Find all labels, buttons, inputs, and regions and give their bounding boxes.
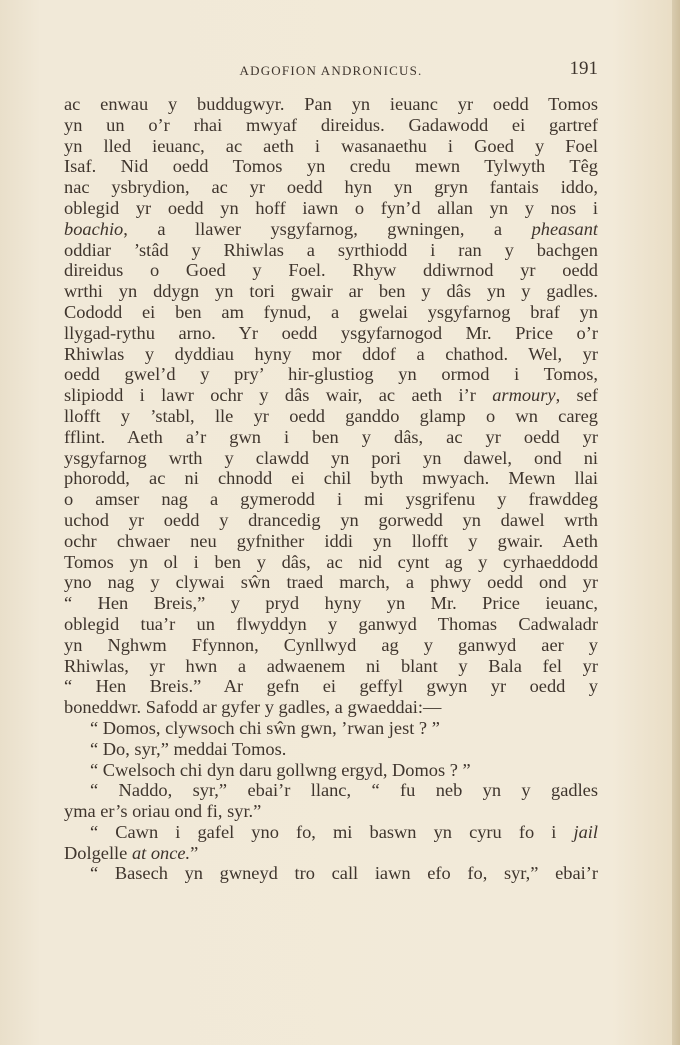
text-run: “ Hen Breis.” Ar gefn ei geffyl gwyn yr oedd y	[64, 676, 598, 697]
text-run: fflint. Aeth a’r gwn i ben y dâs, ac yr oedd yr	[64, 426, 598, 447]
text-line	[64, 489, 598, 510]
text-run: phorodd, ac ni chnodd ei chil byth mwyach. Mewn llai	[64, 468, 598, 489]
running-title: ADGOFION ANDRONICUS.	[239, 63, 423, 78]
text-run: direidus o Goed y Foel. Rhyw ddiwrnod yr oedd	[64, 260, 598, 281]
text-line	[64, 198, 598, 219]
text-run: “ Hen Breis,” y pryd hyny yn Mr. Price ieuanc,	[64, 593, 598, 614]
text-line	[64, 468, 598, 489]
text-run: ochr chwaer neu gyfnither iddi yn llofft y gwair. Aeth	[64, 530, 598, 551]
text-run: yno nag y clywai sŵn traed march, a phwy oedd ond yr	[64, 572, 598, 593]
running-head	[64, 58, 598, 82]
text-run: yn Nghwm Ffynnon, Cynllwyd ag y ganwyd aer y	[64, 634, 598, 655]
text-line	[64, 240, 598, 261]
text-run: oblegid yr oedd yn hoff iawn o fyn’d allan yn y nos i	[64, 197, 598, 218]
text-line	[64, 822, 598, 843]
text-line	[64, 697, 598, 718]
text-run: oddiar ’stâd y Rhiwlas a syrthiodd i ran y bachgen	[64, 239, 598, 260]
text-run: , a llawer ysgyfarnog, gwningen, a	[123, 218, 532, 239]
text-line	[64, 344, 598, 365]
text-line	[64, 385, 598, 406]
text-line	[64, 156, 598, 177]
text-line	[64, 136, 598, 157]
text-run: Rhiwlas y dyddiau hyny mor ddof a chathod. Wel, yr	[64, 343, 598, 364]
text-line	[64, 760, 598, 781]
text-run: o amser nag a gymerodd i mi ysgrifenu y frawddeg	[64, 489, 598, 510]
text-line	[64, 94, 598, 115]
text-run: “ Cawn i gafel yno fo, mi baswn yn cyru fo i	[90, 821, 574, 842]
body-text	[64, 94, 598, 884]
text-run: yma er’s oriau ond fi, syr.”	[64, 801, 262, 822]
text-line	[64, 614, 598, 635]
text-run: llygad-rythu arno. Yr oedd ysgyfarnogod Mr. Price o’r	[64, 322, 598, 343]
text-line	[64, 510, 598, 531]
text-run: uchod yr oedd y drancedig yn gorwedd yn dawel wrth	[64, 509, 598, 530]
text-line	[64, 739, 598, 760]
text-run: Rhiwlas, yr hwn a adwaenem ni blant y Bala fel yr	[64, 655, 598, 676]
text-run: slipiodd i lawr ochr y dâs wair, ac aeth i’r	[64, 385, 493, 406]
text-line	[64, 676, 598, 697]
text-run: nac ysbrydion, ac yr oedd hyn yn gryn fantais iddo,	[64, 177, 598, 198]
text-run: ysgyfarnog wrth y clawdd yn pori yn dawel, ond ni	[64, 447, 598, 468]
text-run: oblegid tua’r un flwyddyn y ganwyd Thomas Cadwaladr	[64, 613, 598, 634]
text-run: yn un o’r rhai mwyaf direidus. Gadawodd ei gartref	[64, 114, 598, 135]
text-line	[64, 448, 598, 469]
text-run: “ Cwelsoch chi dyn daru gollwng ergyd, Domos ? ”	[90, 759, 471, 780]
italic-phrase: jail	[573, 821, 598, 842]
text-run: ac enwau y buddugwyr. Pan yn ieuanc yr oedd Tomos	[64, 94, 598, 114]
text-line	[64, 656, 598, 677]
text-line	[64, 801, 598, 822]
text-line	[64, 593, 598, 614]
text-run: “ Basech yn gwneyd tro call iawn efo fo, syr,” ebai’r	[90, 863, 598, 884]
text-line	[64, 260, 598, 281]
text-line	[64, 115, 598, 136]
text-line	[64, 531, 598, 552]
text-run: Isaf. Nid oedd Tomos yn credu mewn Tylwyth Têg	[64, 156, 598, 177]
text-run: Cododd ei ben am fynud, a gwelai ysgyfarnog braf yn	[64, 301, 598, 322]
page-gutter	[672, 0, 680, 1045]
text-run: yn lled ieuanc, ac aeth i wasanaethu i Goed y Foel	[64, 135, 598, 156]
text-run: ”	[190, 842, 199, 863]
italic-phrase: pheasant	[531, 218, 598, 239]
italic-phrase: boachio	[64, 218, 124, 239]
text-line	[64, 718, 598, 739]
italic-phrase: armoury	[492, 385, 556, 406]
text-run: “ Do, syr,” meddai Tomos.	[90, 738, 287, 759]
text-line	[64, 364, 598, 385]
text-line	[64, 427, 598, 448]
text-run: , sef	[555, 385, 598, 406]
text-run: boneddwr. Safodd ar gyfer y gadles, a gwaeddai:—	[64, 697, 442, 718]
text-line	[64, 843, 598, 864]
text-line	[64, 219, 598, 240]
text-run: Dolgelle	[64, 842, 132, 863]
text-run: “ Naddo, syr,” ebai’r llanc, “ fu neb yn y gadles	[90, 780, 598, 801]
text-line	[64, 177, 598, 198]
text-line	[64, 281, 598, 302]
text-line	[64, 863, 598, 884]
text-run: wrthi yn ddygn yn tori gwair ar ben y dâs yn y gadles.	[64, 281, 598, 302]
text-run: llofft y ’stabl, lle yr oedd ganddo glamp o wn careg	[64, 405, 598, 426]
italic-phrase: at once.	[131, 842, 191, 863]
text-line	[64, 635, 598, 656]
text-line	[64, 572, 598, 593]
text-run: oedd gwel’d y pry’ hir-glustiog yn ormod i Tomos,	[64, 364, 598, 385]
text-line	[64, 323, 598, 344]
text-line	[64, 780, 598, 801]
text-run: “ Domos, clywsoch chi sŵn gwn, ’rwan jest ? ”	[90, 717, 440, 738]
page-number: 191	[569, 58, 598, 79]
text-run: Tomos yn ol i ben y dâs, ac nid cynt ag y cyrhaeddodd	[64, 551, 598, 572]
text-line	[64, 406, 598, 427]
text-line	[64, 552, 598, 573]
text-line	[64, 302, 598, 323]
